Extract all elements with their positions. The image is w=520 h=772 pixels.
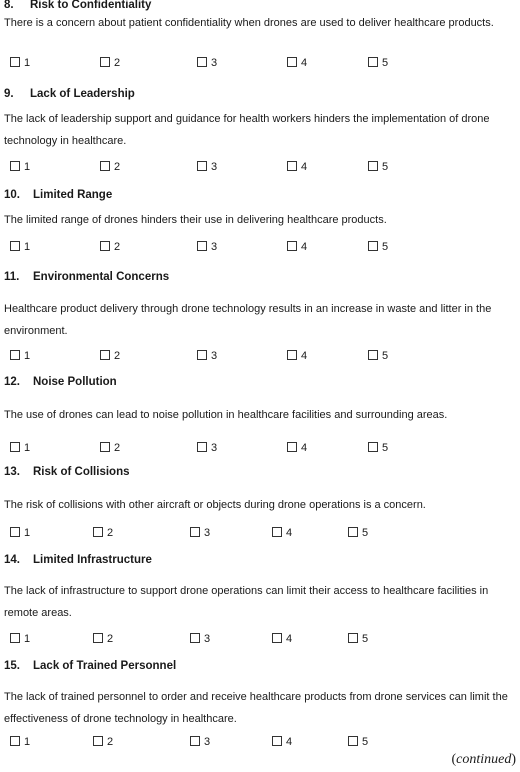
- checkbox-icon[interactable]: [93, 527, 103, 537]
- question-number: 9.: [4, 88, 14, 100]
- checkbox-icon[interactable]: [287, 57, 297, 67]
- rating-option[interactable]: [348, 526, 368, 540]
- rating-option-label: 1: [24, 57, 31, 69]
- rating-option[interactable]: [368, 56, 388, 70]
- checkbox-icon[interactable]: [10, 736, 20, 746]
- rating-option[interactable]: [197, 441, 217, 455]
- question-title: [4, 0, 151, 11]
- rating-option-label: 1: [24, 241, 31, 253]
- rating-option[interactable]: [10, 526, 30, 540]
- rating-option[interactable]: [10, 240, 30, 254]
- checkbox-icon[interactable]: [287, 241, 297, 251]
- checkbox-icon[interactable]: [100, 161, 110, 171]
- rating-option[interactable]: [272, 632, 292, 646]
- checkbox-icon[interactable]: [190, 736, 200, 746]
- rating-option-label: 5: [382, 57, 389, 69]
- rating-option[interactable]: [10, 160, 30, 174]
- rating-option-label: 4: [286, 633, 293, 645]
- question-number: 13.: [4, 466, 20, 478]
- rating-option[interactable]: [100, 349, 120, 363]
- checkbox-icon[interactable]: [368, 350, 378, 360]
- checkbox-icon[interactable]: [287, 350, 297, 360]
- rating-option-label: 5: [382, 442, 389, 454]
- checkbox-icon[interactable]: [100, 442, 110, 452]
- rating-option-label: 4: [301, 442, 308, 454]
- question-title: [4, 189, 112, 201]
- checkbox-icon[interactable]: [10, 57, 20, 67]
- checkbox-icon[interactable]: [348, 633, 358, 643]
- checkbox-icon[interactable]: [190, 633, 200, 643]
- checkbox-icon[interactable]: [100, 57, 110, 67]
- checkbox-icon[interactable]: [93, 633, 103, 643]
- question-text: The use of drones can lead to noise pollution in healthcare facilities and surrounding areas.: [4, 409, 448, 421]
- question-heading: Lack of Leadership: [30, 88, 135, 100]
- rating-option-label: 1: [24, 736, 31, 748]
- rating-option[interactable]: [287, 349, 307, 363]
- checkbox-icon[interactable]: [287, 161, 297, 171]
- rating-option[interactable]: [190, 526, 210, 540]
- checkbox-icon[interactable]: [368, 161, 378, 171]
- question-number: 11.: [4, 271, 20, 283]
- rating-option[interactable]: [100, 240, 120, 254]
- checkbox-icon[interactable]: [197, 442, 207, 452]
- rating-option[interactable]: [197, 160, 217, 174]
- rating-option[interactable]: [197, 349, 217, 363]
- checkbox-icon[interactable]: [100, 350, 110, 360]
- rating-option-label: 3: [204, 527, 211, 539]
- rating-option[interactable]: [287, 56, 307, 70]
- rating-option-label: 4: [301, 161, 308, 173]
- rating-option-label: 3: [204, 633, 211, 645]
- rating-option[interactable]: [368, 160, 388, 174]
- checkbox-icon[interactable]: [197, 57, 207, 67]
- question-text: Healthcare product delivery through drone technology results in an increase in waste and litter in the environment.: [4, 303, 492, 337]
- rating-option-label: 4: [301, 241, 308, 253]
- question-text: There is a concern about patient confidentiality when drones are used to deliver healthcare products.: [4, 17, 494, 29]
- question-title: [4, 660, 176, 672]
- question-number: 15.: [4, 660, 20, 672]
- question-heading: Lack of Trained Personnel: [33, 660, 177, 672]
- rating-option-label: 1: [24, 350, 31, 362]
- question-heading: Noise Pollution: [33, 376, 117, 388]
- checkbox-icon[interactable]: [197, 350, 207, 360]
- rating-option[interactable]: [190, 735, 210, 749]
- question-text: The lack of trained personnel to order and receive healthcare products from drone services can limit the effectiveness of drone technology in healthcare.: [4, 691, 508, 725]
- rating-option[interactable]: [100, 441, 120, 455]
- rating-option-label: 3: [211, 161, 218, 173]
- checkbox-icon[interactable]: [368, 442, 378, 452]
- checkbox-icon[interactable]: [10, 442, 20, 452]
- rating-option[interactable]: [100, 56, 120, 70]
- rating-option[interactable]: [287, 160, 307, 174]
- checkbox-icon[interactable]: [197, 241, 207, 251]
- rating-option[interactable]: [10, 349, 30, 363]
- question-text: The lack of infrastructure to support drone operations can limit their access to healthcare facilities in remote areas.: [4, 585, 489, 619]
- rating-option-label: 5: [382, 241, 389, 253]
- rating-option-label: 4: [301, 350, 308, 362]
- rating-option[interactable]: [93, 526, 113, 540]
- checkbox-icon[interactable]: [10, 241, 20, 251]
- question-number: 14.: [4, 554, 20, 566]
- rating-option[interactable]: [100, 160, 120, 174]
- rating-option-label: 5: [362, 633, 369, 645]
- checkbox-icon[interactable]: [10, 350, 20, 360]
- rating-option-label: 3: [211, 57, 218, 69]
- rating-option-label: 5: [382, 350, 389, 362]
- rating-option[interactable]: [287, 441, 307, 455]
- rating-option[interactable]: [348, 735, 368, 749]
- rating-option[interactable]: [93, 735, 113, 749]
- question-title: [4, 88, 135, 100]
- rating-option[interactable]: [10, 441, 30, 455]
- rating-option-label: 4: [301, 57, 308, 69]
- question-heading: Limited Infrastructure: [33, 554, 152, 566]
- checkbox-icon[interactable]: [10, 633, 20, 643]
- checkbox-icon[interactable]: [272, 736, 282, 746]
- question-number: 10.: [4, 189, 20, 201]
- rating-option-label: 2: [114, 57, 121, 69]
- question-text: The limited range of drones hinders their use in delivering healthcare products.: [4, 214, 387, 226]
- question-heading: Risk to Confidentiality: [30, 0, 152, 11]
- question-text: The risk of collisions with other aircraft or objects during drone operations is a concern.: [4, 499, 426, 511]
- rating-option-label: 2: [114, 161, 121, 173]
- question-title: [4, 271, 169, 283]
- rating-option[interactable]: [348, 632, 368, 646]
- checkbox-icon[interactable]: [272, 527, 282, 537]
- rating-option-label: 2: [107, 527, 114, 539]
- rating-option-label: 5: [382, 161, 389, 173]
- rating-option[interactable]: [10, 56, 30, 70]
- rating-option-label: 5: [362, 736, 369, 748]
- rating-option[interactable]: [272, 526, 292, 540]
- rating-option-label: 2: [114, 350, 121, 362]
- checkbox-icon[interactable]: [287, 442, 297, 452]
- rating-option[interactable]: [272, 735, 292, 749]
- question-text: The lack of leadership support and guidance for health workers hinders the implementation of drone technology in healthcare.: [4, 113, 490, 147]
- rating-option-label: 3: [211, 241, 218, 253]
- rating-option-label: 3: [211, 442, 218, 454]
- question-heading: Limited Range: [33, 189, 113, 201]
- question-heading: Risk of Collisions: [33, 466, 130, 478]
- rating-option-label: 5: [362, 527, 369, 539]
- question-heading: Environmental Concerns: [33, 271, 170, 283]
- question-title: [4, 376, 117, 388]
- rating-option[interactable]: [10, 735, 30, 749]
- rating-option-label: 2: [107, 633, 114, 645]
- checkbox-icon[interactable]: [100, 241, 110, 251]
- rating-option[interactable]: [368, 349, 388, 363]
- checkbox-icon[interactable]: [348, 736, 358, 746]
- rating-option-label: 4: [286, 527, 293, 539]
- rating-option[interactable]: [197, 56, 217, 70]
- checkbox-icon[interactable]: [368, 57, 378, 67]
- question-number: 8.: [4, 0, 14, 11]
- checkbox-icon[interactable]: [348, 527, 358, 537]
- rating-option[interactable]: [93, 632, 113, 646]
- checkbox-icon[interactable]: [272, 633, 282, 643]
- rating-option-label: 1: [24, 527, 31, 539]
- rating-option-label: 1: [24, 633, 31, 645]
- rating-option[interactable]: [10, 632, 30, 646]
- checkbox-icon[interactable]: [368, 241, 378, 251]
- question-title: [4, 554, 152, 566]
- checkbox-icon[interactable]: [10, 527, 20, 537]
- checkbox-icon[interactable]: [93, 736, 103, 746]
- question-title: [4, 466, 130, 478]
- question-number: 12.: [4, 376, 20, 388]
- checkbox-icon[interactable]: [197, 161, 207, 171]
- rating-option-label: 4: [286, 736, 293, 748]
- rating-option[interactable]: [190, 632, 210, 646]
- rating-option[interactable]: [287, 240, 307, 254]
- rating-option-label: 2: [107, 736, 114, 748]
- checkbox-icon[interactable]: [10, 161, 20, 171]
- rating-option[interactable]: [368, 441, 388, 455]
- rating-option-label: 3: [211, 350, 218, 362]
- rating-option-label: 1: [24, 442, 31, 454]
- rating-option[interactable]: [197, 240, 217, 254]
- rating-option-label: 1: [24, 161, 31, 173]
- continued-note: (continued): [451, 752, 516, 767]
- rating-option[interactable]: [368, 240, 388, 254]
- rating-option-label: 3: [204, 736, 211, 748]
- rating-option-label: 2: [114, 442, 121, 454]
- checkbox-icon[interactable]: [190, 527, 200, 537]
- rating-option-label: 2: [114, 241, 121, 253]
